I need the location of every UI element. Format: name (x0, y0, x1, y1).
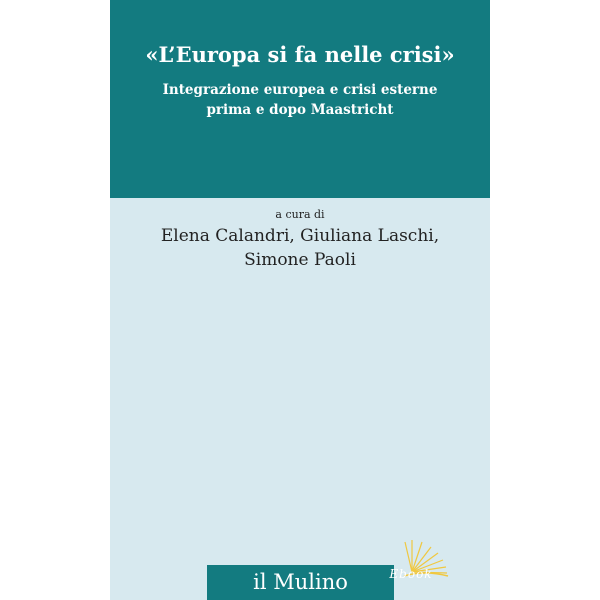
publisher-name: il Mulino (253, 570, 348, 594)
series-name: Ebook (389, 567, 433, 581)
book-cover (110, 0, 490, 600)
publisher-box (207, 565, 394, 600)
subtitle-line-1: Integrazione europea e crisi esterne (162, 82, 438, 98)
authors-line-1: Elena Calandri, Giuliana Laschi, (160, 226, 440, 246)
editor-label: a cura di (275, 208, 325, 221)
sunburst-logo-icon (402, 532, 462, 592)
book-subtitle (110, 80, 490, 120)
book-title: «L’Europa si fa nelle crisi» (145, 42, 455, 67)
subtitle-line-2: prima e dopo Maastricht (206, 102, 394, 118)
authors (110, 224, 490, 272)
authors-line-2: Simone Paoli (244, 250, 356, 270)
